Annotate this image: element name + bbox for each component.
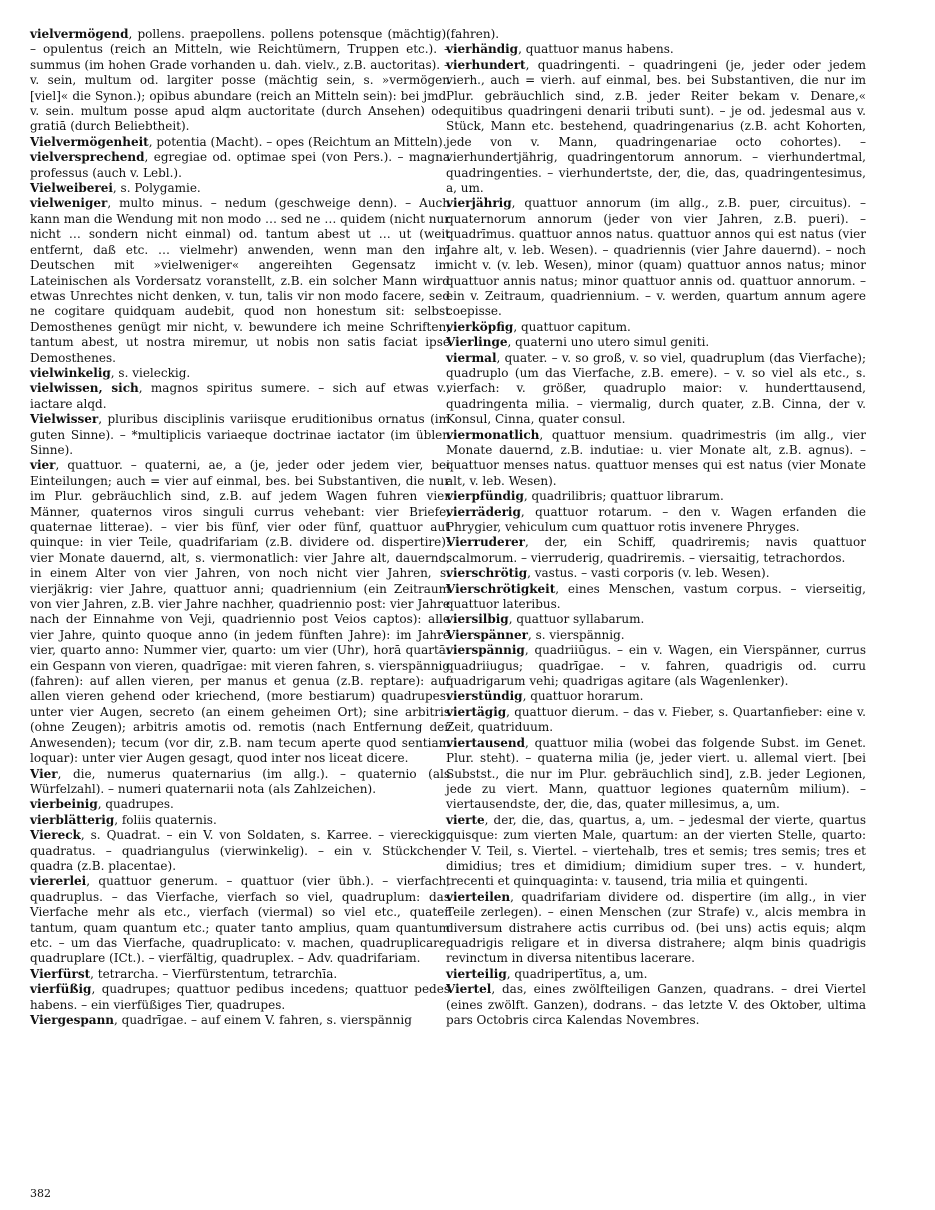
entry-headword: viermonatlich bbox=[446, 427, 540, 442]
entry-headword: vielversprechend bbox=[30, 150, 145, 165]
entry-text: , quadrilibris; quattuor librarum. bbox=[523, 489, 724, 504]
entry-headword: Vielwisser bbox=[30, 412, 99, 427]
dictionary-entry bbox=[446, 705, 866, 736]
dictionary-entry bbox=[446, 582, 866, 613]
entry-text: , quadringenti. – quadringeni (je, jeder oder jedem vierh., auch = vierh. auf einmal, bes. bei Substantiven, die nur im Plur. gebräuchlich sind, z.B. jeder Reiter bekam v. Denare,« equitibus quadringeni denarii tributi sunt). – je od. jedesmal aus v. Stück, Mann etc. bestehend, quadringenarius (z.B. acht Kohorten, jede von v. Mann, quadringenariae octo cohortes). – vierhundertjährig, quadringentorum annorum. – vierhundertmal, quadringenties. – vierhundertste, der, die, das, quadringentesimus, a, um. bbox=[446, 57, 866, 196]
entry-headword: vierte bbox=[446, 812, 485, 827]
entry-text: , foliis quaternis. bbox=[114, 812, 217, 827]
entry-headword: vierpfündig bbox=[446, 489, 524, 504]
dictionary-entry bbox=[446, 320, 866, 335]
entry-headword: vierteilig bbox=[446, 966, 507, 981]
entry-headword: vierstündig bbox=[446, 689, 523, 704]
entry-text: , der, ein Schiff, quadriremis; navis quattuor scalmorum. – vierruderig, quadriremis. – viersaitig, tetrachordos. bbox=[446, 535, 866, 565]
dictionary-entry bbox=[446, 890, 866, 967]
entry-text: , der, die, das, quartus, a, um. – jedesmal der vierte, quartus quisque: zum vierten Male, quartum: an der vierten Stelle, quarto: der V. Teil, s. Viertel. – viertehalb, tres et semis; tres semis; tres et dimidius; tres et dimidium; dimidium super tres. – v. hundert, trecenti et quinquaginta: v. tausend, tria milia et quingenti. bbox=[446, 812, 866, 889]
entry-text: , eines Menschen, vastum corpus. – vierseitig, quattuor lateribus. bbox=[446, 581, 866, 612]
entry-headword: vielwinkelig bbox=[30, 365, 111, 380]
entry-headword: vierfüßig bbox=[30, 982, 92, 997]
dictionary-entry bbox=[446, 689, 866, 704]
entry-text: , quadripertītus, a, um. bbox=[506, 966, 648, 981]
dictionary-entry bbox=[446, 813, 866, 890]
entry-headword: Viertel bbox=[446, 982, 492, 997]
dictionary-entry bbox=[30, 797, 450, 812]
dictionary-entry bbox=[446, 27, 866, 42]
entry-text: , quattuor syllabarum. bbox=[508, 612, 645, 627]
entry-text: , quattuor milia (wobei das folgende Subst. im Genet. Plur. steht). – quaterna milia (je, jeder viert. u. allemal viert. [bei Substst., die nur im Plur. gebräuchlich sind], z.B. jeder Legionen, jede zu viert. Mann, quattuor legiones quaternûm milium). – viertausendste, der, die, das, quater millesimus, a, um. bbox=[446, 735, 866, 812]
dictionary-entry bbox=[446, 566, 866, 581]
right-column bbox=[446, 27, 866, 1028]
entry-text: , s. vieleckig. bbox=[110, 365, 191, 380]
dictionary-entry bbox=[446, 628, 866, 643]
entry-headword: vierblätterig bbox=[30, 812, 115, 827]
entry-text: , quattuor mensium. quadrimestris (im allg., vier Monate dauernd, z.B. indutiae: u. vier Monate alt, z.B. agnus). – quattuor menses natus. quattuor menses qui est natus (vier Monate alt, v. leb. Wesen). bbox=[446, 427, 866, 488]
entry-headword: vierjährig bbox=[446, 196, 512, 211]
dictionary-entry bbox=[30, 1013, 450, 1028]
entry-headword: viertausend bbox=[446, 735, 526, 750]
dictionary-entry bbox=[30, 813, 450, 828]
entry-headword: viertägig bbox=[446, 704, 507, 719]
dictionary-entry bbox=[30, 828, 450, 874]
entry-headword: vierräderig bbox=[446, 504, 521, 519]
entry-text: (fahren). bbox=[446, 27, 500, 41]
dictionary-entry bbox=[446, 535, 866, 566]
dictionary-entry bbox=[446, 612, 866, 627]
dictionary-entry bbox=[446, 351, 866, 428]
dictionary-entry bbox=[446, 967, 866, 982]
entry-text: , tetrarcha. – Vierfürstentum, tetrarchīa. bbox=[90, 966, 338, 981]
dictionary-entry bbox=[30, 196, 450, 365]
entry-text: , das, eines zwölfteiligen Ganzen, quadrans. – drei Viertel (eines zwölft. Ganzen), dodrans. – das letzte V. des Oktober, ultima pars Octobris circa Kalendas Novembres. bbox=[446, 982, 866, 1027]
entry-headword: vielweniger bbox=[30, 196, 108, 211]
entry-headword: vierschrötig bbox=[446, 566, 528, 581]
dictionary-entry bbox=[30, 181, 450, 196]
entry-text: , quattuor rotarum. – den v. Wagen erfanden die Phrygier, vehiculum cum quattuor rotis invenere Phryges. bbox=[446, 504, 866, 534]
entry-headword: Vier bbox=[30, 766, 58, 781]
dictionary-entry bbox=[30, 150, 450, 181]
entry-text: , s. Polygamie. bbox=[112, 181, 201, 196]
entry-headword: vierhändig bbox=[446, 42, 519, 57]
entry-text: , s. vierspännig. bbox=[527, 627, 625, 642]
entry-headword: Viergespann bbox=[30, 1013, 115, 1027]
dictionary-entry bbox=[30, 366, 450, 381]
entry-text: , vastus. – vasti corporis (v. leb. Wesen). bbox=[527, 566, 770, 581]
entry-text: , quattuor dierum. – das v. Fieber, s. Quartanfieber: eine v. Zeit, quatriduum. bbox=[446, 704, 866, 735]
entry-headword: Vierruderer bbox=[446, 535, 525, 550]
dictionary-entry bbox=[446, 489, 866, 504]
dictionary-entry bbox=[30, 458, 450, 766]
entry-text: , quattuor. – quaterni, ae, a (je, jeder oder jedem vier, bei Einteilungen; auch = vier auf einmal, bes. bei Substantiven, die nur im Plur. gebräuchlich sind, z.B. auf jedem Wagen fuhren vier Männer, quaternos viros singuli currus vehebant: vier Briefe, quaternae litterae). – vier bis fünf, vier oder fünf, quattuor aut quinque: in vier Teile, quadrifariam (z.B. dividere od. dispertire): vier Monate dauernd, alt, s. viermonatlich: vier Jahre alt, dauernd, in einem Alter von vier Jahren, von noch nicht vier Jahren, s. vierjäkrig: vier Jahre, quattuor anni; quadriennium (ein Zeitraum von vier Jahren, z.B. vier Jahre nachher, quadriennio post: vier Jahre nach der Einnahme von Veji, quadriennio post Veios captos): alle vier Jahre, quinto quoque anno (in jedem fünften Jahre): im Jahre vier, quarto anno: Nummer vier, quarto: um vier (Uhr), horā quartā: ein Gespann von vieren, quadrīgae: mit vieren fahren, s. vierspännig (fahren): auf allen vieren, per manus et genua (z.B. reptare): auf allen vieren gehend oder kriechend, (more bestiarum) quadrupes: unter vier Augen, secreto (an einem geheimen Ort); sine arbitris (ohne Zeugen); arbitris amotis od. remotis (nach Entfernung der Anwesenden); tecum (vor dir, z.B. nam tecum aperte quod sentiam loquar): unter vier Augen gesagt, quod inter nos liceat dicere. bbox=[30, 458, 450, 766]
entry-headword: viererlei bbox=[30, 874, 87, 889]
dictionary-entry bbox=[446, 982, 866, 1028]
dictionary-entry bbox=[30, 412, 450, 458]
dictionary-entry bbox=[30, 381, 450, 412]
entry-text: , s. Quadrat. – ein V. von Soldaten, s. Karree. – viereckig, quadratus. – quadriangulus (vierwinkelig). – ein v. Stückchen, quadra (z.B. placentae). bbox=[30, 828, 450, 873]
entry-headword: Vielvermögenheit bbox=[30, 134, 149, 149]
dictionary-entry bbox=[30, 967, 450, 982]
dictionary-entry bbox=[30, 874, 450, 966]
entry-text: , multo minus. – nedum (geschweige denn). – Auch kann man die Wendung mit non modo … sed ne … quidem (nicht nur nicht … sondern nicht einmal) od. tantum abest ut … ut (weit entfernt, daß etc. … vielmehr) anwenden, wenn man den im Deutschen mit »vielweniger« angereihten Gegensatz im Lateinischen als Vordersatz voranstellt, z.B. ein solcher Mann wird etwas Unrechtes nicht denken, v. tun, talis vir non modo facere, sed ne cogitare quidquam audebit, quod non honestum sit: selbst Demosthenes genügt mir nicht, v. bewundere ich meine Schriften, tantum abest, ut nostra miremur, ut nobis non satis faciat ipse Demosthenes. bbox=[30, 196, 450, 365]
entry-text: , magnos spiritus sumere. – sich auf etwas v., iactare alqd. bbox=[30, 381, 450, 411]
entry-text: , quattuor manus habens. bbox=[518, 42, 674, 57]
entry-text: , quattuor generum. – quattuor (vier übh.). – vierfach, quadruplus. – das Vierfache, vierfach so viel, quadruplum: das Vierfache mehr als etc., vierfach (viermal) so viel etc., quater tantum, quam quantum etc.; quater tanto amplius, quam quantum etc. – um das Vierfache, quadruplicato: v. machen, quadruplicare; quadruplare (ICt.). – vierfältig, quadruplex. – Adv. quadrifariam. bbox=[30, 874, 450, 966]
entry-headword: vierspännig bbox=[446, 643, 525, 658]
dictionary-entry bbox=[446, 196, 866, 319]
page-number: 382 bbox=[30, 1187, 51, 1200]
entry-headword: vielwissen, sich bbox=[30, 381, 139, 396]
entry-text: , potentia (Macht). – opes (Reichtum an Mitteln). bbox=[148, 134, 447, 149]
entry-text: , quattuor annorum (im allg., z.B. puer, circuitus). – quaternorum annorum (jeder von vier Jahren, z.B. pueri). – quadrīmus. quattuor annos natus. quattuor annos qui est natus (vier Jahre alt, v. leb. Wesen). – quadriennis (vier Jahre dauernd). – noch nicht v. (v. leb. Wesen), minor (quam) quattuor annos natus; minor quattuor annis natus; minor quattuor annis od. quattuor annorum. – ein v. Zeitraum, quadriennium. – v. werden, quartum annum agere coepisse. bbox=[446, 196, 866, 319]
entry-text: , pluribus disciplinis variisque eruditionibus ornatus (im guten Sinne). – *multiplicis variaeque doctrinae iactator (im üblen Sinne). bbox=[30, 412, 450, 457]
entry-text: , pollens. praepollens. pollens potensque (mächtig). – opulentus (reich an Mitteln, wie Reichtümern, Truppen etc.). – summus (im hohen Grade vorhanden u. dah. vielv., z.B. auctoritas). – v. sein, multum od. largiter posse (mächtig sein, s. »vermögen [viel]« die Synon.); opibus abundare (reich an Mitteln sein): bei jmd. v. sein. multum posse apud alqm auctoritate (durch Ansehen) od. gratiā (durch Beliebtheit). bbox=[30, 27, 450, 134]
entry-headword: Vielweiberei bbox=[30, 181, 113, 196]
entry-text: , quadrupes; quattuor pedibus incedens; quattuor pedes habens. – ein vierfüßiges Tier, quadrupes. bbox=[30, 982, 450, 1012]
dictionary-entry bbox=[30, 982, 450, 1013]
entry-headword: vielvermögend bbox=[30, 27, 129, 41]
entry-headword: viersilbig bbox=[446, 612, 509, 627]
entry-text: , quadrupes. bbox=[97, 797, 174, 812]
entry-text: , quattuor horarum. bbox=[522, 689, 644, 704]
dictionary-entry bbox=[446, 428, 866, 490]
dictionary-entry bbox=[446, 58, 866, 197]
dictionary-page bbox=[30, 27, 909, 1200]
left-column bbox=[30, 27, 450, 1028]
dictionary-entry bbox=[30, 27, 450, 135]
entry-text: , quadriiūgus. – ein v. Wagen, ein Vierspänner, currus quadriiugus; quadrīgae. – v. fahren, quadrigis od. curru quadrigarum vehi; quadrigas agitare (als Wagenlenker). bbox=[446, 643, 866, 689]
entry-headword: Vierlinge bbox=[446, 335, 508, 350]
dictionary-entry bbox=[30, 135, 450, 150]
entry-headword: vier bbox=[30, 458, 56, 473]
entry-text: , quadrīgae. – auf einem V. fahren, s. vierspännig bbox=[114, 1013, 412, 1027]
entry-headword: viermal bbox=[446, 350, 497, 365]
entry-headword: Viereck bbox=[30, 828, 81, 843]
entry-headword: Vierfürst bbox=[30, 966, 91, 981]
dictionary-entry bbox=[446, 643, 866, 689]
entry-text: , quaterni uno utero simul geniti. bbox=[507, 335, 710, 350]
dictionary-entry bbox=[30, 767, 450, 798]
entry-headword: vierbeinig bbox=[30, 797, 98, 812]
entry-text: , quattuor capitum. bbox=[513, 319, 631, 334]
entry-headword: Vierschrötigkeit bbox=[446, 581, 556, 596]
entry-text: , quater. – v. so groß, v. so viel, quadruplum (das Vierfache); quadruplo (um das Vierfache, z.B. emere). – v. so viel als etc., s. vierfach: v. größer, quadruplo maior: v. hunderttausend, quadringenta milia. – viermalig, durch quater, z.B. Cinna, der v. Konsul, Cinna, quater consul. bbox=[446, 350, 866, 427]
dictionary-entry bbox=[446, 335, 866, 350]
entry-headword: vierhundert bbox=[446, 57, 526, 72]
dictionary-entry bbox=[446, 505, 866, 536]
dictionary-entry bbox=[446, 736, 866, 813]
entry-headword: Vierspänner bbox=[446, 627, 528, 642]
dictionary-entry bbox=[446, 42, 866, 57]
entry-headword: vierteilen bbox=[446, 889, 511, 904]
entry-text: , die, numerus quaternarius (im allg.). – quaternio (als Würfelzahl). – numeri quaternarii nota (als Zahlzeichen). bbox=[30, 766, 450, 796]
entry-text: , quadrifariam dividere od. dispertire (im allg., in vier Teile zerlegen). – einen Menschen (zur Strafe) v., alcis membra in diversum distrahere actis curribus od. (bei uns) actis equis; alqm quadrigis religare et in diversa distrahere; alqm binis quadrigis revinctum in diversa nitentibus lacerare. bbox=[446, 889, 866, 966]
entry-text: , egregiae od. optimae spei (von Pers.). – magna professus (auch v. Lebl.). bbox=[30, 150, 450, 180]
entry-headword: vierköpfig bbox=[446, 319, 514, 334]
